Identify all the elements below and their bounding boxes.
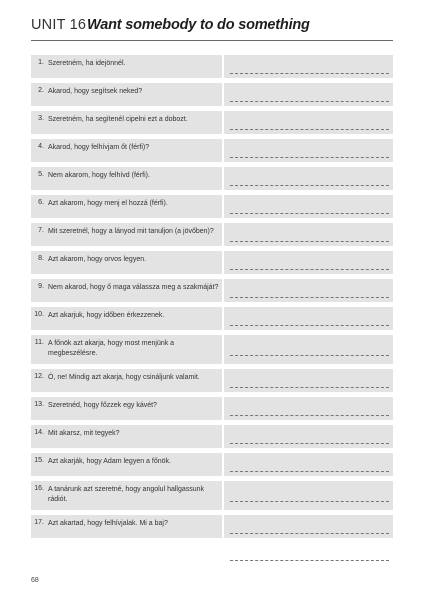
page-number: 68 xyxy=(31,577,39,584)
question-box xyxy=(31,55,222,78)
answer-line[interactable] xyxy=(230,325,389,326)
answer-line[interactable] xyxy=(230,157,389,158)
answer-box[interactable] xyxy=(224,223,393,246)
question-text: Szeretnéd, hogy főzzek egy kávét? xyxy=(48,402,157,409)
question-text: A főnök azt akarja, hogy most menjünk a megbeszélésre. xyxy=(48,340,175,357)
question-box xyxy=(31,279,222,302)
question-box xyxy=(31,397,222,420)
question-number: 5. xyxy=(38,171,44,178)
question-box xyxy=(31,251,222,274)
answer-box[interactable] xyxy=(224,167,393,190)
answer-line[interactable] xyxy=(230,471,389,472)
question-text: Szeretném, ha segítenél cipelni ezt a dobozt. xyxy=(48,116,188,123)
answer-line[interactable] xyxy=(230,213,389,214)
unit-label: UNIT 16 xyxy=(31,17,87,33)
exercise-row-12 xyxy=(31,369,393,392)
question-box xyxy=(31,369,222,392)
exercise-row-10 xyxy=(31,307,393,330)
question-text: A tanárunk azt szeretné, hogy angolul hallgassunk rádiót. xyxy=(48,486,205,503)
question-box xyxy=(31,307,222,330)
question-box xyxy=(31,195,222,218)
question-number: 4. xyxy=(38,143,44,150)
question-box xyxy=(31,425,222,448)
question-number: 15. xyxy=(34,457,44,464)
exercise-row-13 xyxy=(31,397,393,420)
answer-box[interactable] xyxy=(224,251,393,274)
exercise-row-9 xyxy=(31,279,393,302)
question-number: 10. xyxy=(34,311,44,318)
answer-line[interactable] xyxy=(230,533,389,534)
exercise-row-1 xyxy=(31,55,393,78)
question-number: 17. xyxy=(34,519,44,526)
unit-header xyxy=(31,16,393,41)
exercise-row-6 xyxy=(31,195,393,218)
answer-line[interactable] xyxy=(230,101,389,102)
question-text: Nem akarod, hogy ő maga válassza meg a szakmáját? xyxy=(48,284,219,291)
answer-box[interactable] xyxy=(224,425,393,448)
answer-line[interactable] xyxy=(230,355,389,356)
answer-box[interactable] xyxy=(224,111,393,134)
question-number: 6. xyxy=(38,199,44,206)
answer-line[interactable] xyxy=(230,241,389,242)
question-box xyxy=(31,515,222,538)
question-text: Azt akarják, hogy Adam legyen a főnök. xyxy=(48,458,171,465)
question-text: Mit akarsz, mit tegyek? xyxy=(48,430,120,437)
question-text: Azt akarom, hogy menj el hozzá (férfi). xyxy=(48,200,168,207)
exercise-row-7 xyxy=(31,223,393,246)
question-box xyxy=(31,167,222,190)
exercise-row-2 xyxy=(31,83,393,106)
exercise-row-8 xyxy=(31,251,393,274)
question-box xyxy=(31,83,222,106)
answer-box[interactable] xyxy=(224,397,393,420)
answer-box[interactable] xyxy=(224,83,393,106)
question-box xyxy=(31,223,222,246)
answer-line[interactable] xyxy=(230,129,389,130)
answer-box[interactable] xyxy=(224,55,393,78)
question-box xyxy=(31,111,222,134)
exercise-row-17 xyxy=(31,515,393,538)
exercise-row-14 xyxy=(31,425,393,448)
answer-line[interactable] xyxy=(230,443,389,444)
question-text: Ó, ne! Mindig azt akarja, hogy csináljunk valamit. xyxy=(48,374,200,381)
question-number: 2. xyxy=(38,87,44,94)
question-text: Akarod, hogy felhívjam őt (férfi)? xyxy=(48,144,150,151)
answer-line[interactable] xyxy=(230,501,389,502)
answer-box[interactable] xyxy=(224,369,393,392)
answer-line[interactable] xyxy=(230,415,389,416)
answer-line[interactable] xyxy=(230,269,389,270)
question-box xyxy=(31,481,222,510)
answer-box[interactable] xyxy=(224,453,393,476)
unit-title: Want somebody to do something xyxy=(87,17,310,33)
question-text: Szeretném, ha idejönnél. xyxy=(48,60,126,67)
answer-line[interactable] xyxy=(230,560,389,561)
question-number: 14. xyxy=(34,429,44,436)
answer-line[interactable] xyxy=(230,297,389,298)
exercise-row-16 xyxy=(31,481,393,510)
answer-box[interactable] xyxy=(224,335,393,364)
answer-line[interactable] xyxy=(230,387,389,388)
question-number: 8. xyxy=(38,255,44,262)
answer-box[interactable] xyxy=(224,139,393,162)
answer-box[interactable] xyxy=(224,307,393,330)
question-text: Akarod, hogy segítsek neked? xyxy=(48,88,143,95)
exercise-row-11 xyxy=(31,335,393,364)
answer-box[interactable] xyxy=(224,195,393,218)
answer-box[interactable] xyxy=(224,481,393,510)
question-text: Mit szeretnél, hogy a lányod mit tanuljon (a jövőben)? xyxy=(48,228,214,235)
question-box xyxy=(31,139,222,162)
exercise-row-15 xyxy=(31,453,393,476)
question-text: Azt akarjuk, hogy időben érkezzenek. xyxy=(48,312,165,319)
question-number: 1. xyxy=(38,59,44,66)
question-number: 16. xyxy=(34,485,44,492)
question-number: 13. xyxy=(34,401,44,408)
exercise-row-5 xyxy=(31,167,393,190)
question-text: Nem akarom, hogy felhívd (férfi). xyxy=(48,172,150,179)
answer-line[interactable] xyxy=(230,185,389,186)
answer-line[interactable] xyxy=(230,73,389,74)
question-text: Azt akartad, hogy felhívjalak. Mi a baj? xyxy=(48,520,168,527)
answer-box[interactable] xyxy=(224,515,393,538)
question-number: 11. xyxy=(34,339,44,346)
exercise-row-3 xyxy=(31,111,393,134)
question-number: 12. xyxy=(34,373,44,380)
question-number: 9. xyxy=(38,283,44,290)
question-box xyxy=(31,453,222,476)
question-box xyxy=(31,335,222,364)
answer-box[interactable] xyxy=(224,279,393,302)
question-number: 3. xyxy=(38,115,44,122)
exercise-row-4 xyxy=(31,139,393,162)
question-number: 7. xyxy=(38,227,44,234)
question-text: Azt akarom, hogy orvos legyen. xyxy=(48,256,147,263)
